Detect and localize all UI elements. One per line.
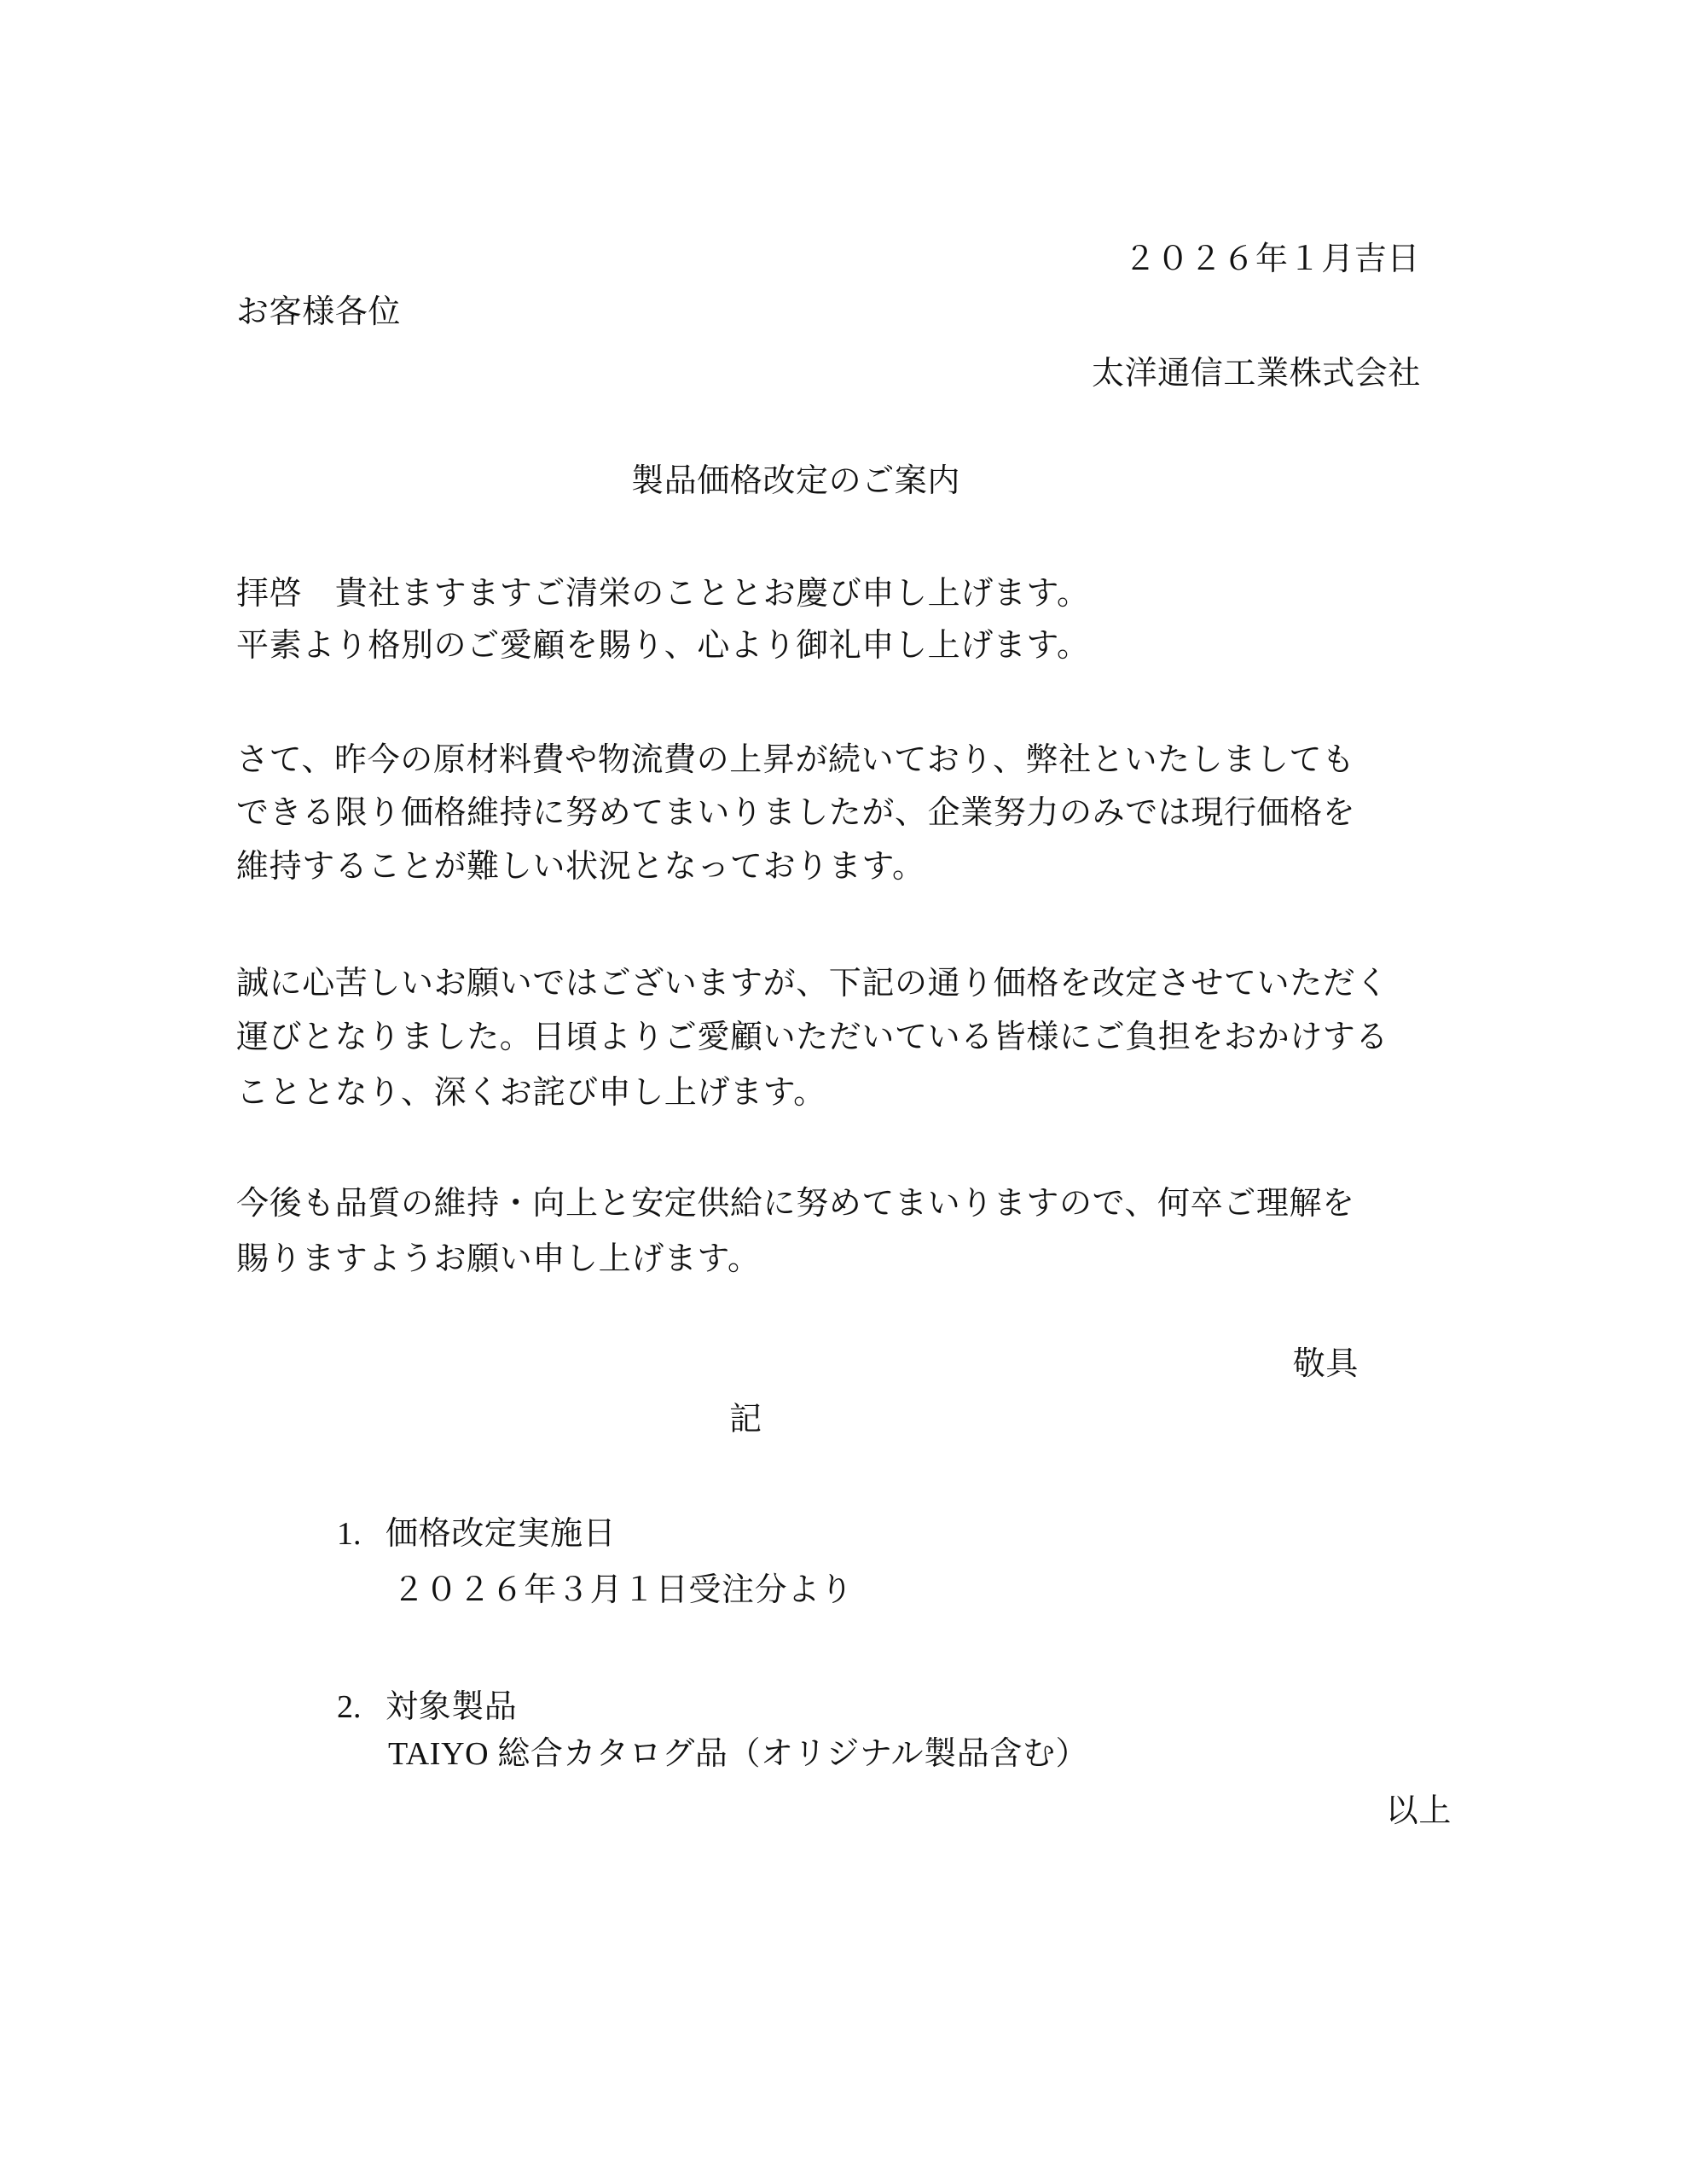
- letter-date: ２０２６年１月吉日: [1123, 241, 1420, 277]
- list-item-heading: 対象製品: [386, 1689, 518, 1725]
- end-marker: 以上: [1385, 1793, 1452, 1829]
- greeting-line: 平素より格別のご愛顧を賜り、心より御礼申し上げます。: [236, 628, 1090, 664]
- body-line: できる限り価格維持に努めてまいりましたが、企業努力のみでは現行価格を: [236, 795, 1356, 831]
- list-item-detail: ２０２６年３月１日受注分より: [392, 1572, 854, 1608]
- closing-keigu: 敬具: [1292, 1346, 1359, 1382]
- body-line: 今後も品質の維持・向上と安定供給に努めてまいりますので、何卒ご理解を: [236, 1186, 1355, 1222]
- record-marker: 記: [729, 1402, 762, 1438]
- body-line: こととなり、深くお詫び申し上げます。: [236, 1075, 826, 1111]
- list-item-number: 2.: [337, 1689, 362, 1725]
- body-line: 維持することが難しい状況となっております。: [236, 849, 925, 885]
- list-item: [337, 1691, 517, 1723]
- body-line: 運びとなりました。日頃よりご愛顧いただいている皆様にご負担をおかけする: [236, 1019, 1389, 1055]
- sender-company: 太洋通信工業株式会社: [1091, 356, 1421, 392]
- greeting-line: 拝啓 貴社ますますご清栄のこととお慶び申し上げます。: [236, 576, 1090, 612]
- list-item-heading: 価格改定実施日: [386, 1516, 617, 1552]
- recipient: お客様各位: [236, 294, 402, 330]
- list-item: [337, 1518, 616, 1550]
- letter-title: 製品価格改定のご案内: [631, 463, 961, 499]
- body-line: 誠に心苦しいお願いではございますが、下記の通り価格を改定させていただく: [236, 966, 1389, 1002]
- body-line: さて、昨今の原材料費や物流費の上昇が続いており、弊社といたしましても: [236, 742, 1355, 778]
- body-line: 賜りますようお願い申し上げます。: [236, 1241, 761, 1277]
- list-item-detail: TAIYO 総合カタログ品（オリジナル製品含む）: [388, 1736, 1089, 1772]
- list-item-number: 1.: [337, 1516, 362, 1552]
